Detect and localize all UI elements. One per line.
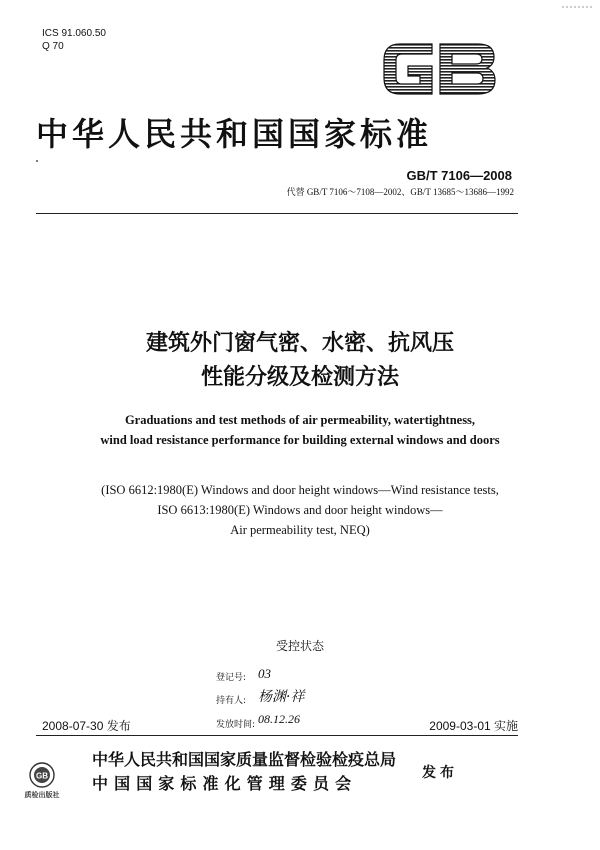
issuer-line-1: 中华人民共和国国家质量监督检验检疫总局 — [92, 750, 397, 769]
iso-reference-line-1: (ISO 6612:1980(E) Windows and door height windows—Wind resistance tests, — [101, 483, 499, 497]
header-divider — [36, 213, 518, 214]
gb-logo-g — [384, 44, 432, 94]
english-title-line-1: Graduations and test methods of air permeability, watertightness, — [124, 413, 476, 427]
seal-text-top: GB — [36, 771, 48, 781]
iso-reference-line-2: ISO 6613:1980(E) Windows and door height windows— — [157, 503, 443, 517]
issuer-line-2: 中国国家标准化管理委员会 — [92, 774, 358, 793]
english-title — [30, 410, 570, 450]
issuing-authorities — [92, 748, 396, 796]
english-title-line-2: wind load resistance performance for building external windows and doors — [100, 433, 500, 447]
issue-date-label: 发放时间: — [216, 720, 256, 730]
issuer-seal — [18, 760, 66, 802]
speck — [36, 160, 38, 162]
registration-value: 03 — [258, 666, 271, 681]
chinese-title — [40, 327, 560, 395]
chinese-title-line-2: 性能分级及检测方法 — [200, 365, 399, 390]
control-status-stamp: 受控状态 — [275, 639, 324, 653]
replaces-standards: 代替 GB/T 7106～7108—2002、GB/T 13685～13686—1992 — [286, 187, 514, 197]
gb-logo — [378, 38, 500, 100]
publish-date: 2008-07-30 发布 — [42, 719, 131, 733]
standard-number: GB/T 7106—2008 — [406, 168, 512, 183]
corner-scan-mark — [560, 4, 596, 10]
gb-logo-b — [440, 44, 495, 94]
footer-divider — [36, 735, 518, 736]
holder-signature: 杨渊·祥 — [258, 689, 305, 705]
ics-code: ICS 91.060.50 — [42, 28, 106, 39]
implement-date: 2009-03-01 实施 — [429, 719, 518, 733]
issue-word: 发布 — [422, 765, 458, 781]
registration-label: 登记号: — [216, 673, 247, 683]
holder-label: 持有人: — [216, 696, 247, 706]
iso-reference — [30, 480, 570, 540]
classification-code: Q 70 — [42, 41, 64, 52]
national-standard-heading: 中华人民共和国国家标准 — [36, 115, 433, 153]
issue-date-value: 08.12.26 — [258, 712, 300, 726]
iso-reference-line-3: Air permeability test, NEQ) — [230, 523, 370, 537]
seal-text-bottom: 质检出版社 — [24, 791, 60, 799]
chinese-title-line-1: 建筑外门窗气密、水密、抗风压 — [145, 331, 454, 356]
